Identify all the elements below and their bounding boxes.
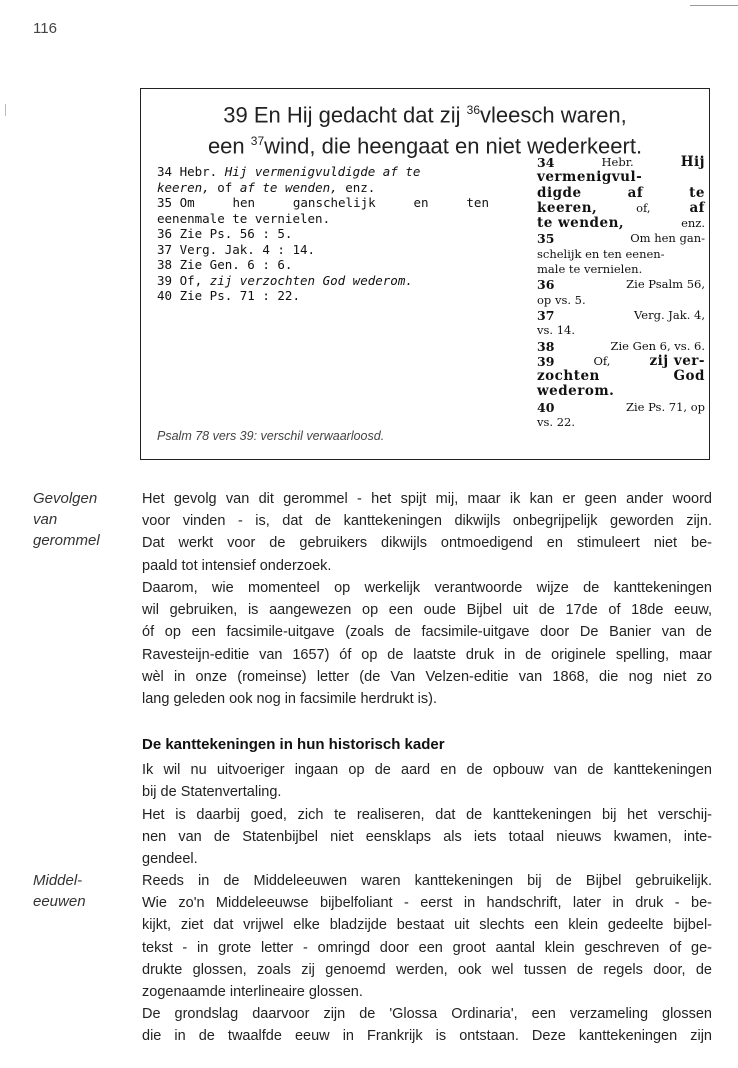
paragraph-5: Reeds in de Middeleeuwen waren kanttekeningen bij de Bijbel gebruikelijk. Wie zo'n Middeleeuwse bijbelfoliant - eerst in handschrift, later in druk - be- kijkt, ziet dat vrijwel elke bladzijde bestaat uit slechts een klein gedeelte bijbel- tekst - in grote letter - omringd door een groot aantal klein geschreven of ge- drukte glossen, zoals zij genoemd werden, ook wel tussen de regels door, de zogenaamde interlineaire glossen.	[142, 873, 712, 1001]
psalm-figure	[140, 88, 710, 460]
paragraph-1: Het gevolg van dit gerommel - het spijt mij, maar ik kan er geen ander woord voor vinden - is, dat de kanttekeningen dikwijls onbegrijpelijk geworden zijn. Dat werkt voor de gebruikers dikwijls ontmoedigend en stimuleert niet be- paald tot intensief onderzoek.	[142, 491, 712, 574]
note-40: 40 Zie Ps. 71 : 22.	[157, 288, 300, 303]
note-38: 38 Zie Gen. 6 : 6.	[157, 257, 293, 272]
figure-caption: Psalm 78 vers 39: verschil verwaarloosd.	[157, 429, 385, 443]
note-35: 35 Om hen ganschelijk en ten	[157, 195, 489, 210]
note-34-cont: keeren, of af te wenden, enz.	[157, 179, 376, 195]
note-35-cont: eenenmale te vernielen.	[157, 210, 331, 226]
note-39: 39 Of, zij verzochten God wederom.	[157, 272, 413, 288]
margin-notes-gothic: 34 Hebr. Hij vermenigvul- digde af te keeren, of, af te wenden, enz. 35 Om hen gan- schelijk en ten eenen- male te vernielen. 36 Zie Psalm 56, op vs. 5. 37 Verg. Jak. 4, vs. 14. 38 Zie Gen 6, vs. 6. 39 Of, zij ver- zochten God wederom. 40 Zie Ps. 71, op vs. 22.	[537, 154, 705, 430]
section-heading: De kanttekeningen in hun historisch kader	[142, 736, 445, 753]
margin-note-gevolgen: Gevolgen van gerommel	[33, 490, 100, 549]
note-34: 34 Hebr. Hij vermenigvuldigde af te	[157, 164, 421, 179]
verse-line-1: 39 En Hij gedacht dat zij $^{36}$vleesch waren,	[223, 102, 627, 128]
paragraph-6: De grondslag daarvoor zijn de 'Glossa Ordinaria', een verzameling glossen die in de twaalfde eeuw in Frankrijk is ontstaan. Deze kanttekeningen zijn	[142, 1006, 712, 1045]
note-37: 37 Verg. Jak. 4 : 14.	[157, 241, 316, 257]
verse-line-2: een $^{37}$wind, die heengaat en niet wederkeert.	[207, 133, 643, 159]
paragraph-3: Ik wil nu uitvoeriger ingaan op de aard en de opbouw van de kanttekeningen bij de Statenvertaling.	[142, 762, 712, 801]
verse-text	[141, 97, 709, 160]
paragraph-2: Daarom, wie momenteel op werkelijk verantwoorde wijze de kanttekeningen wil gebruiken, is aangewezen op een oude Bijbel uit de 17de of 18de eeuw, óf op een facsimile-uitgave (zoals de facsimile-uitgave door De Banier van de Ravesteijn-editie van 1657) óf op de laatste druk in de originele spelling, maar wèl in onze (romeinse) letter (de Van Velzen-editie van 1868, die nog niet zo lang geleden ook nog in facsimile herdrukt is).	[142, 580, 712, 708]
page-number: 116	[33, 20, 57, 37]
note-36: 36 Zie Ps. 56 : 5.	[157, 226, 293, 241]
top-rule	[690, 5, 738, 6]
margin-notes-roman	[157, 164, 489, 304]
margin-mark	[5, 104, 6, 116]
margin-note-middeleeuwen: Middel- eeuwen	[33, 872, 86, 910]
paragraph-4: Het is daarbij goed, zich te realiseren, dat de kanttekeningen bij het verschij- nen van de Statenbijbel niet eensklaps als iets totaal nieuws kwamen, inte- gendeel.	[142, 807, 712, 868]
